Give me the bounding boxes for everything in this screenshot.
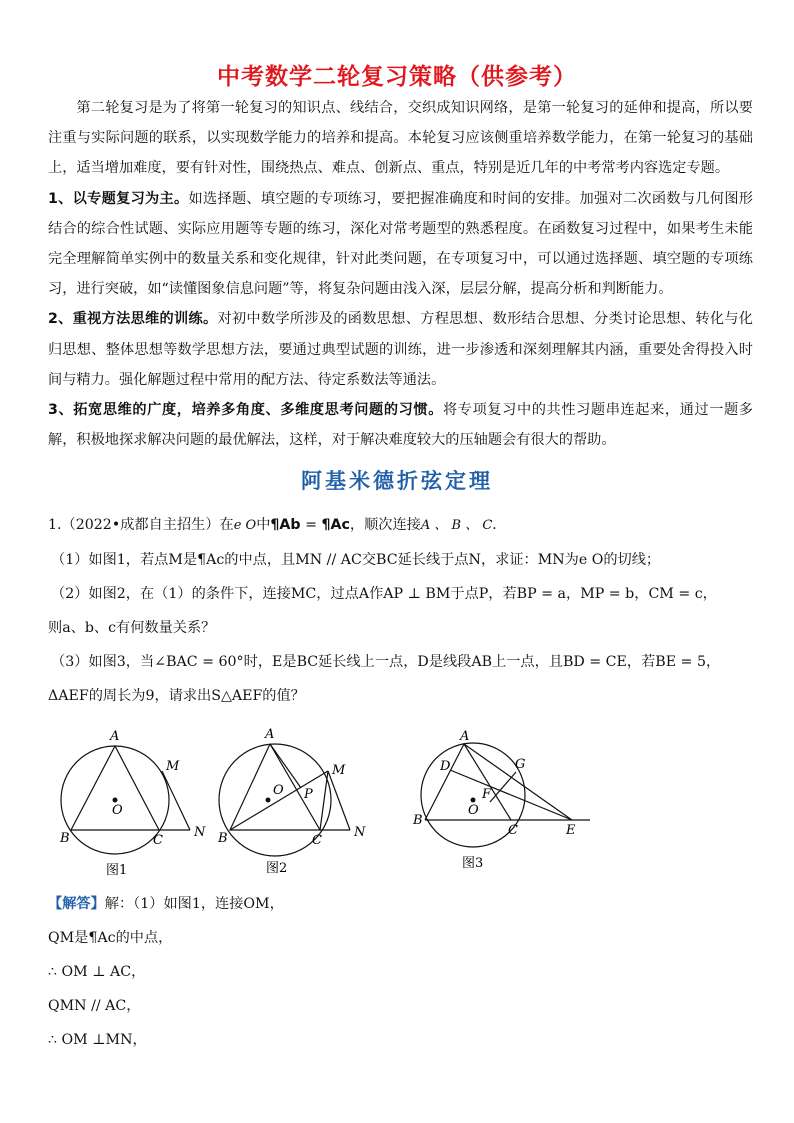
- intro-text-3: 对初中数学所涉及的函数思想、方程思想、数形结合思想、分类讨论思想、转化与化归思想、整体思想等数学思想方法，要通过典型试题的训练，进一步渗透和深刻理解其内涵，重要处舍得投入时间与精力。强化解题过程中常用的配方法、待定系数法等通法。: [48, 311, 753, 388]
- fig3-label-o: O: [468, 803, 479, 818]
- answer-tag: 【解答】: [48, 896, 105, 912]
- figure-3: [400, 722, 600, 882]
- fig3-label-d: D: [440, 759, 451, 774]
- subquestion-2-line-2: 则a、b、c有何数量关系？: [48, 620, 216, 636]
- fig1-label-c: C: [153, 833, 163, 848]
- fig1-label-n: N: [194, 825, 206, 840]
- fig2-label-a: A: [265, 727, 275, 742]
- fig2-label-n: N: [354, 825, 366, 840]
- fig3-line-ab: [425, 744, 464, 820]
- figure-2: [208, 722, 378, 882]
- fig3-label-g: G: [515, 757, 526, 772]
- page-title: 中考数学二轮复习策略（供参考）: [217, 64, 577, 90]
- answer-line-3: ∴ OM ⊥ AC，: [48, 964, 146, 980]
- answer-line-5: ∴ OM ⊥MN，: [48, 1032, 147, 1048]
- fig1-label-o: O: [112, 803, 123, 818]
- problem-end: ，顺次连接: [349, 517, 421, 533]
- fig2-label-m: M: [332, 763, 346, 778]
- fig2-line-ap: [270, 744, 301, 788]
- answer-line-1: [48, 887, 758, 921]
- circle-symbol: e O: [233, 518, 257, 533]
- problem-statement: [48, 508, 758, 543]
- fig3-line-fg: [490, 772, 516, 802]
- fig3-label-c: C: [508, 823, 518, 838]
- intro-paragraph-1: 第二轮复习是为了将第一轮复习的知识点、线结合，交织成知识网络，是第一轮复习的延伸和提高，所以要注重与实际问题的联系，以实现数学能力的培养和提高。本轮复习应该侧重培养数学能力，在第一轮复习的基础上，适当增加难度，要有针对性，围绕热点、难点、创新点、重点，特别是近几年的中考常考内容选定专题。: [48, 100, 753, 177]
- fig2-center-dot: [266, 798, 271, 803]
- fig3-label-a: A: [460, 729, 470, 744]
- fig2-label-p: P: [304, 787, 313, 802]
- fig1-label-m: M: [166, 759, 180, 774]
- fig3-label-e: E: [566, 823, 576, 838]
- intro-paragraph-2: [48, 184, 753, 305]
- fig2-label-b: B: [218, 831, 228, 846]
- fig2-label-o: O: [273, 783, 284, 798]
- subquestion-1: （1）如图1，若点M是¶Ac的中点，且MN // AC交BC延长线于点N，求证：MN为e O的切线；: [51, 552, 661, 568]
- fig1-center-dot: [113, 798, 118, 803]
- intro-text-4: 将专项复习中的共性习题串连起来，通过一题多解，积极地探求解决问题的最优解法，这样，对于解决难度较大的压轴题会有很大的帮助。: [48, 402, 753, 449]
- answer-block: [48, 887, 758, 1057]
- figure-1: [48, 722, 208, 882]
- problem-block: [48, 508, 758, 713]
- figures-row: [40, 722, 660, 882]
- intro-section: [48, 93, 753, 455]
- problem-prefix: 1.（2022•成都自主招生）在: [48, 517, 234, 533]
- arc-ab: ¶Ab: [270, 517, 301, 533]
- problem-mid: 中: [256, 517, 271, 533]
- intro-paragraph-4: [48, 395, 753, 455]
- fig3-center-dot: [471, 798, 476, 803]
- subquestion-2-line-1: （2）如图2，在（1）的条件下，连接MC，过点A作AP ⊥ BM于点P，若BP = a，MP = b，CM = c，: [51, 586, 717, 602]
- fig3-label-f: F: [482, 787, 492, 802]
- fig2-line-bm: [230, 771, 328, 830]
- intro-text-2: 如选择题、填空题的专项练习，要把握准确度和时间的安排。加强对二次函数与几何图形结合的综合性试题、实际应用题等专题的练习，深化对常考题型的熟悉程度。在函数复习过程中，如果考生未能完全理解简单实例中的数量关系和变化规律，针对此类问题，在专项复习中，可以通过选择题、填空题的专项练习，进行突破，如“读懂图象信息问题”等，将复杂问题由浅入深，层层分解，提高分析和判断能力。: [48, 190, 753, 298]
- fig1-label-a: A: [110, 729, 120, 744]
- intro-heading-3: 3、拓宽思维的广度，培养多角度、多维度思考问题的习惯。: [48, 402, 444, 419]
- answer-line-2: QM是¶Ac的中点，: [48, 930, 173, 946]
- subquestion-3-line-2: ΔAEF的周长为9，请求出S△AEF的值？: [48, 688, 305, 704]
- answer-text-1: 解：（1）如图1，连接OM，: [104, 896, 284, 912]
- fig2-caption: 图2: [266, 861, 288, 876]
- fig1-caption: 图1: [106, 863, 128, 878]
- fig3-label-b: B: [413, 813, 423, 828]
- period: ．: [492, 517, 507, 533]
- points-abc: A 、 B 、 C: [420, 518, 493, 533]
- arc-ac: ¶Ac: [321, 517, 350, 533]
- intro-paragraph-3: [48, 304, 753, 395]
- equals: =: [300, 517, 322, 533]
- fig1-line-mn: [162, 771, 190, 830]
- answer-line-4: QMN // AC，: [48, 998, 141, 1014]
- fig1-label-b: B: [60, 831, 70, 846]
- subquestion-3-line-1: （3）如图3，当∠BAC = 60°时，E是BC延长线上一点，D是线段AB上一点，且BD = CE，若BE = 5，: [51, 654, 721, 670]
- section-title: 阿基米德折弦定理: [301, 468, 493, 493]
- intro-heading-2: 2、重视方法思维的训练。: [48, 311, 218, 328]
- fig3-caption: 图3: [462, 856, 484, 871]
- fig2-label-c: C: [312, 833, 322, 848]
- intro-heading-1: 1、以专题复习为主。: [48, 190, 189, 207]
